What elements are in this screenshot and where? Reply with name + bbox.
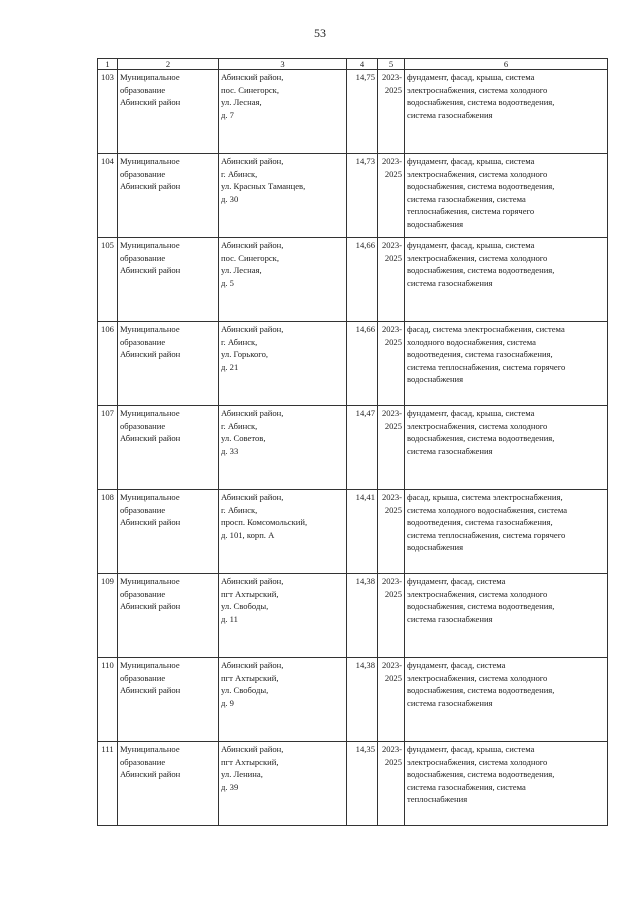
period-cell: 2023- 2025 bbox=[378, 406, 405, 490]
column-header: 2 bbox=[118, 59, 219, 70]
value-cell: 14,73 bbox=[347, 154, 378, 238]
address-cell: Абинский район, г. Абинск, ул. Советов, д. 33 bbox=[219, 406, 347, 490]
table-header-row bbox=[98, 59, 608, 70]
works-cell: фасад, система электроснабжения, система холодного водоснабжения, система водоотведения, система газоснабжения, система теплоснабжения, система горячего водоснабжения bbox=[405, 322, 608, 406]
column-header: 1 bbox=[98, 59, 118, 70]
table-row bbox=[98, 658, 608, 742]
address-cell: Абинский район, г. Абинск, ул. Горького, д. 21 bbox=[219, 322, 347, 406]
works-cell: фундамент, фасад, крыша, система электроснабжения, система холодного водоснабжения, система водоотведения, система газоснабжения bbox=[405, 406, 608, 490]
works-cell: фундамент, фасад, система электроснабжения, система холодного водоснабжения, система водоотведения, система газоснабжения bbox=[405, 658, 608, 742]
value-cell: 14,38 bbox=[347, 574, 378, 658]
municipality-cell: Муниципальное образование Абинский район bbox=[118, 238, 219, 322]
table-row bbox=[98, 238, 608, 322]
address-cell: Абинский район, пгт Ахтырский, ул. Свободы, д. 9 bbox=[219, 658, 347, 742]
value-cell: 14,66 bbox=[347, 238, 378, 322]
municipality-cell: Муниципальное образование Абинский район bbox=[118, 70, 219, 154]
address-cell: Абинский район, г. Абинск, просп. Комсомольский, д. 101, корп. А bbox=[219, 490, 347, 574]
period-cell: 2023- 2025 bbox=[378, 238, 405, 322]
column-header: 6 bbox=[405, 59, 608, 70]
address-cell: Абинский район, пос. Синегорск, ул. Лесная, д. 7 bbox=[219, 70, 347, 154]
municipality-cell: Муниципальное образование Абинский район bbox=[118, 154, 219, 238]
table-row bbox=[98, 574, 608, 658]
municipality-cell: Муниципальное образование Абинский район bbox=[118, 322, 219, 406]
row-number: 109 bbox=[98, 574, 118, 658]
works-cell: фундамент, фасад, система электроснабжения, система холодного водоснабжения, система водоотведения, система газоснабжения bbox=[405, 574, 608, 658]
works-cell: фундамент, фасад, крыша, система электроснабжения, система холодного водоснабжения, система водоотведения, система газоснабжения, система теплоснабжения bbox=[405, 742, 608, 826]
municipality-cell: Муниципальное образование Абинский район bbox=[118, 490, 219, 574]
address-cell: Абинский район, г. Абинск, ул. Красных Таманцев, д. 30 bbox=[219, 154, 347, 238]
address-cell: Абинский район, пгт Ахтырский, ул. Свободы, д. 11 bbox=[219, 574, 347, 658]
value-cell: 14,47 bbox=[347, 406, 378, 490]
works-cell: фундамент, фасад, крыша, система электроснабжения, система холодного водоснабжения, система водоотведения, система газоснабжения, система теплоснабжения, система горячего водоснабжения bbox=[405, 154, 608, 238]
table-row bbox=[98, 490, 608, 574]
table-row bbox=[98, 742, 608, 826]
period-cell: 2023- 2025 bbox=[378, 70, 405, 154]
row-number: 110 bbox=[98, 658, 118, 742]
table-row bbox=[98, 322, 608, 406]
row-number: 104 bbox=[98, 154, 118, 238]
column-header: 4 bbox=[347, 59, 378, 70]
row-number: 105 bbox=[98, 238, 118, 322]
period-cell: 2023- 2025 bbox=[378, 742, 405, 826]
row-number: 107 bbox=[98, 406, 118, 490]
row-number: 103 bbox=[98, 70, 118, 154]
value-cell: 14,75 bbox=[347, 70, 378, 154]
period-cell: 2023- 2025 bbox=[378, 322, 405, 406]
municipality-cell: Муниципальное образование Абинский район bbox=[118, 406, 219, 490]
page-number: 53 bbox=[314, 26, 326, 40]
period-cell: 2023- 2025 bbox=[378, 490, 405, 574]
row-number: 106 bbox=[98, 322, 118, 406]
table-row bbox=[98, 406, 608, 490]
municipality-cell: Муниципальное образование Абинский район bbox=[118, 574, 219, 658]
period-cell: 2023- 2025 bbox=[378, 574, 405, 658]
table-row bbox=[98, 70, 608, 154]
municipality-cell: Муниципальное образование Абинский район bbox=[118, 658, 219, 742]
address-cell: Абинский район, пгт Ахтырский, ул. Ленина, д. 39 bbox=[219, 742, 347, 826]
table-row bbox=[98, 154, 608, 238]
period-cell: 2023- 2025 bbox=[378, 658, 405, 742]
value-cell: 14,66 bbox=[347, 322, 378, 406]
period-cell: 2023- 2025 bbox=[378, 154, 405, 238]
works-cell: фундамент, фасад, крыша, система электроснабжения, система холодного водоснабжения, система водоотведения, система газоснабжения bbox=[405, 238, 608, 322]
row-number: 111 bbox=[98, 742, 118, 826]
address-cell: Абинский район, пос. Синегорск, ул. Лесная, д. 5 bbox=[219, 238, 347, 322]
municipality-cell: Муниципальное образование Абинский район bbox=[118, 742, 219, 826]
column-header: 3 bbox=[219, 59, 347, 70]
row-number: 108 bbox=[98, 490, 118, 574]
value-cell: 14,38 bbox=[347, 658, 378, 742]
works-cell: фундамент, фасад, крыша, система электроснабжения, система холодного водоснабжения, система водоотведения, система газоснабжения bbox=[405, 70, 608, 154]
value-cell: 14,41 bbox=[347, 490, 378, 574]
column-header: 5 bbox=[378, 59, 405, 70]
registry-table bbox=[97, 58, 608, 826]
value-cell: 14,35 bbox=[347, 742, 378, 826]
works-cell: фасад, крыша, система электроснабжения, система холодного водоснабжения, система водоотведения, система газоснабжения, система теплоснабжения, система горячего водоснабжения bbox=[405, 490, 608, 574]
